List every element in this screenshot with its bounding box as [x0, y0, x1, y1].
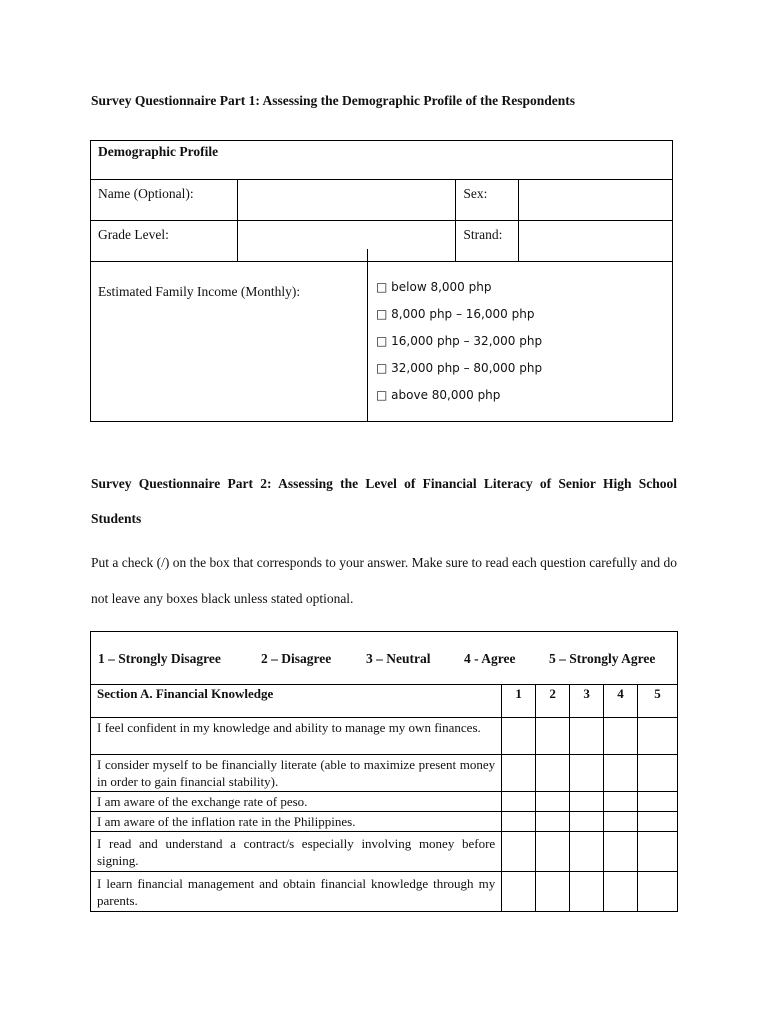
part1-title: Survey Questionnaire Part 1: Assessing the Demographic Profile of the Respondents	[91, 93, 575, 108]
answer-box-4[interactable]	[604, 755, 638, 792]
answer-box-4[interactable]	[604, 792, 638, 812]
income-label: Estimated Family Income (Monthly):	[98, 284, 301, 299]
answer-box-5[interactable]	[638, 792, 678, 812]
income-options-cell	[368, 249, 672, 421]
question-text: I am aware of the inflation rate in the Philippines.	[91, 812, 502, 832]
question-text: I am aware of the exchange rate of peso.	[91, 792, 502, 812]
answer-box-2[interactable]	[536, 812, 570, 832]
question-text: I learn financial management and obtain financial knowledge through my parents.	[91, 872, 502, 912]
column-4-header: 4	[604, 685, 638, 718]
answer-box-5[interactable]	[638, 832, 678, 872]
scale-item-5: 5 – Strongly Agree	[549, 651, 656, 666]
income-option-8000-16000[interactable]: □ 8,000 php – 16,000 php	[376, 307, 535, 321]
answer-box-1[interactable]	[502, 872, 536, 912]
table-row	[91, 755, 678, 792]
answer-box-4[interactable]	[604, 872, 638, 912]
scale-item-1: 1 – Strongly Disagree	[98, 651, 221, 666]
column-3-header: 3	[570, 685, 604, 718]
scale-item-4: 4 - Agree	[464, 651, 516, 666]
answer-box-5[interactable]	[638, 812, 678, 832]
name-field[interactable]	[237, 180, 456, 221]
table-row	[91, 872, 678, 912]
income-label-cell	[91, 249, 368, 421]
answer-box-1[interactable]	[502, 792, 536, 812]
table-row	[91, 718, 678, 755]
answer-box-2[interactable]	[536, 718, 570, 755]
income-option-32000-80000[interactable]: □ 32,000 php – 80,000 php	[376, 361, 543, 375]
answer-box-1[interactable]	[502, 718, 536, 755]
answer-box-4[interactable]	[604, 718, 638, 755]
table-row	[91, 812, 678, 832]
answer-box-5[interactable]	[638, 755, 678, 792]
income-option-above-80000[interactable]: □ above 80,000 php	[376, 388, 501, 402]
answer-box-1[interactable]	[502, 812, 536, 832]
answer-box-3[interactable]	[570, 792, 604, 812]
section-a-table	[90, 684, 678, 912]
answer-box-5[interactable]	[638, 718, 678, 755]
answer-box-2[interactable]	[536, 792, 570, 812]
grade-level-label: Grade Level:	[91, 221, 238, 262]
answer-box-1[interactable]	[502, 832, 536, 872]
answer-box-4[interactable]	[604, 832, 638, 872]
sex-label: Sex:	[456, 180, 519, 221]
instructions: Put a check (/) on the box that corresponds to your answer. Make sure to read each question carefully and do not leave any boxes black unless stated optional.	[91, 555, 677, 606]
name-label: Name (Optional):	[91, 180, 238, 221]
table-row	[91, 832, 678, 872]
answer-box-4[interactable]	[604, 812, 638, 832]
answer-box-2[interactable]	[536, 832, 570, 872]
answer-box-3[interactable]	[570, 812, 604, 832]
income-row	[90, 249, 673, 422]
question-text: I feel confident in my knowledge and ability to manage my own finances.	[91, 718, 502, 755]
scale-item-2: 2 – Disagree	[261, 651, 332, 666]
strand-label: Strand:	[456, 221, 519, 262]
answer-box-1[interactable]	[502, 755, 536, 792]
answer-box-3[interactable]	[570, 718, 604, 755]
sex-field[interactable]	[519, 180, 673, 221]
rating-scale-legend	[90, 631, 678, 685]
income-option-16000-32000[interactable]: □ 16,000 php – 32,000 php	[376, 334, 543, 348]
column-2-header: 2	[536, 685, 570, 718]
section-a-title: Section A. Financial Knowledge	[91, 685, 502, 718]
question-text: I consider myself to be financially literate (able to maximize present money in order to gain financial stability).	[91, 755, 502, 792]
income-options	[376, 274, 542, 409]
answer-box-3[interactable]	[570, 755, 604, 792]
demographic-header: Demographic Profile	[91, 141, 673, 180]
question-text: I read and understand a contract/s especially involving money before signing.	[91, 832, 502, 872]
answer-box-5[interactable]	[638, 872, 678, 912]
answer-box-3[interactable]	[570, 832, 604, 872]
column-5-header: 5	[638, 685, 678, 718]
answer-box-3[interactable]	[570, 872, 604, 912]
answer-box-2[interactable]	[536, 755, 570, 792]
column-1-header: 1	[502, 685, 536, 718]
income-option-below-8000[interactable]: □ below 8,000 php	[376, 280, 492, 294]
table-row	[91, 792, 678, 812]
scale-item-3: 3 – Neutral	[366, 651, 431, 666]
answer-box-2[interactable]	[536, 872, 570, 912]
demographic-table	[90, 140, 673, 262]
part2-title: Survey Questionnaire Part 2: Assessing the Level of Financial Literacy of Senior High School Students	[91, 476, 677, 526]
